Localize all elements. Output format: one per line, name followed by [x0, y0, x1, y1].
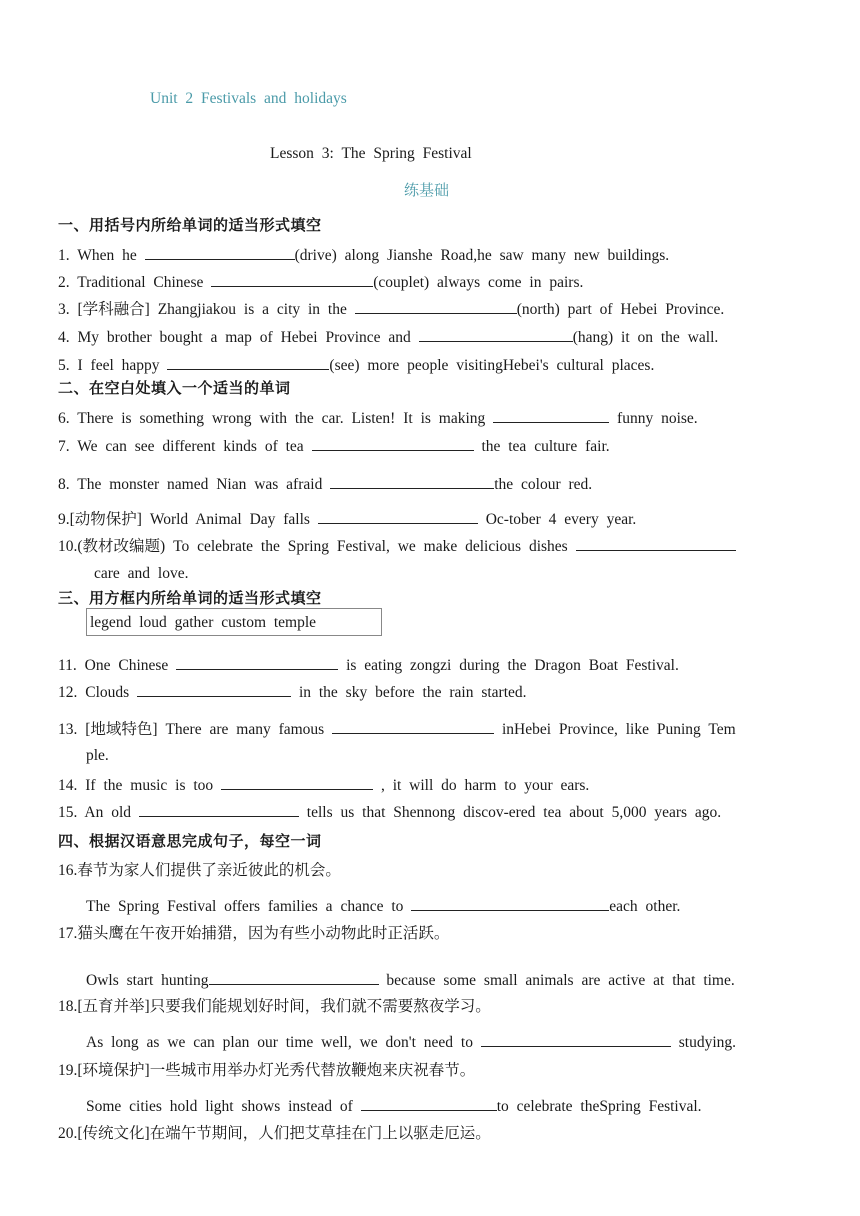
- question-7: 7. We can see different kinds of tea the tea culture fair.: [58, 435, 610, 457]
- question-1: 1. When he (drive) along Jianshe Road,he saw many new buildings.: [58, 244, 669, 266]
- answer-blank[interactable]: [411, 895, 609, 911]
- question-10-cont: care and love.: [94, 565, 189, 582]
- answer-blank[interactable]: [481, 1031, 671, 1047]
- section-heading-2: 二、在空白处填入一个适当的单词: [58, 379, 291, 397]
- answer-blank[interactable]: [176, 654, 338, 670]
- question-20-chinese: 20.[传统文化]在端午节期间，人们把艾草挂在门上以驱走厄运。: [58, 1125, 491, 1142]
- answer-blank[interactable]: [493, 407, 609, 423]
- question-3: 3. [学科融合] Zhangjiakou is a city in the (north) part of Hebei Province.: [58, 298, 724, 320]
- question-14: 14. If the music is too , it will do harm to your ears.: [58, 774, 589, 796]
- question-13-cont: ple.: [86, 747, 109, 764]
- answer-blank[interactable]: [211, 271, 373, 287]
- question-15: 15. An old tells us that Shennong discov-ered tea about 5,000 years ago.: [58, 801, 721, 823]
- section-heading-1: 一、用括号内所给单词的适当形式填空: [58, 216, 322, 234]
- question-16-chinese: 16.春节为家人们提供了亲近彼此的机会。: [58, 862, 341, 879]
- question-2: 2. Traditional Chinese (couplet) always come in pairs.: [58, 271, 583, 293]
- answer-blank[interactable]: [355, 298, 517, 314]
- section-heading-4: 四、根据汉语意思完成句子，每空一词: [58, 832, 322, 850]
- answer-blank[interactable]: [330, 473, 494, 489]
- answer-blank[interactable]: [145, 244, 295, 260]
- question-5: 5. I feel happy (see) more people visitingHebei's cultural places.: [58, 354, 654, 376]
- question-19-chinese: 19.[环境保护]一些城市用举办灯光秀代替放鞭炮来庆祝春节。: [58, 1062, 476, 1079]
- answer-blank[interactable]: [332, 718, 494, 734]
- question-18: As long as we can plan our time well, we don't need to studying.: [86, 1031, 736, 1053]
- question-13: 13. [地域特色] There are many famous inHebei Province, like Puning Tem: [58, 718, 736, 740]
- answer-blank[interactable]: [361, 1095, 497, 1111]
- question-4: 4. My brother bought a map of Hebei Province and (hang) it on the wall.: [58, 326, 718, 348]
- question-6: 6. There is something wrong with the car. Listen! It is making funny noise.: [58, 407, 698, 429]
- question-17-chinese: 17.猫头鹰在午夜开始捕猎，因为有些小动物此时正活跃。: [58, 925, 450, 942]
- section-heading-3: 三、用方框内所给单词的适当形式填空: [58, 589, 322, 607]
- question-11: 11. One Chinese is eating zongzi during the Dragon Boat Festival.: [58, 654, 679, 676]
- question-9: 9.[动物保护] World Animal Day falls Oc-tober 4 every year.: [58, 508, 636, 530]
- answer-blank[interactable]: [419, 326, 573, 342]
- answer-blank[interactable]: [209, 969, 379, 985]
- question-17: Owls start hunting because some small animals are active at that time.: [86, 969, 735, 991]
- practice-label: 练基础: [404, 181, 450, 199]
- word-box: legend loud gather custom temple: [86, 608, 382, 636]
- answer-blank[interactable]: [221, 774, 373, 790]
- answer-blank[interactable]: [576, 535, 736, 551]
- answer-blank[interactable]: [137, 681, 291, 697]
- question-16: The Spring Festival offers families a chance to each other.: [86, 895, 680, 917]
- lesson-title: Lesson 3: The Spring Festival: [270, 145, 472, 162]
- question-8: 8. The monster named Nian was afraid the colour red.: [58, 473, 592, 495]
- question-19: Some cities hold light shows instead of to celebrate theSpring Festival.: [86, 1095, 702, 1117]
- answer-blank[interactable]: [318, 508, 478, 524]
- unit-title: Unit 2 Festivals and holidays: [150, 90, 347, 107]
- answer-blank[interactable]: [139, 801, 299, 817]
- question-10: 10.(教材改编题) To celebrate the Spring Festival, we make delicious dishes: [58, 535, 736, 557]
- answer-blank[interactable]: [312, 435, 474, 451]
- question-12: 12. Clouds in the sky before the rain started.: [58, 681, 527, 703]
- question-18-chinese: 18.[五育并举]只要我们能规划好时间，我们就不需要熬夜学习。: [58, 998, 491, 1015]
- answer-blank[interactable]: [167, 354, 329, 370]
